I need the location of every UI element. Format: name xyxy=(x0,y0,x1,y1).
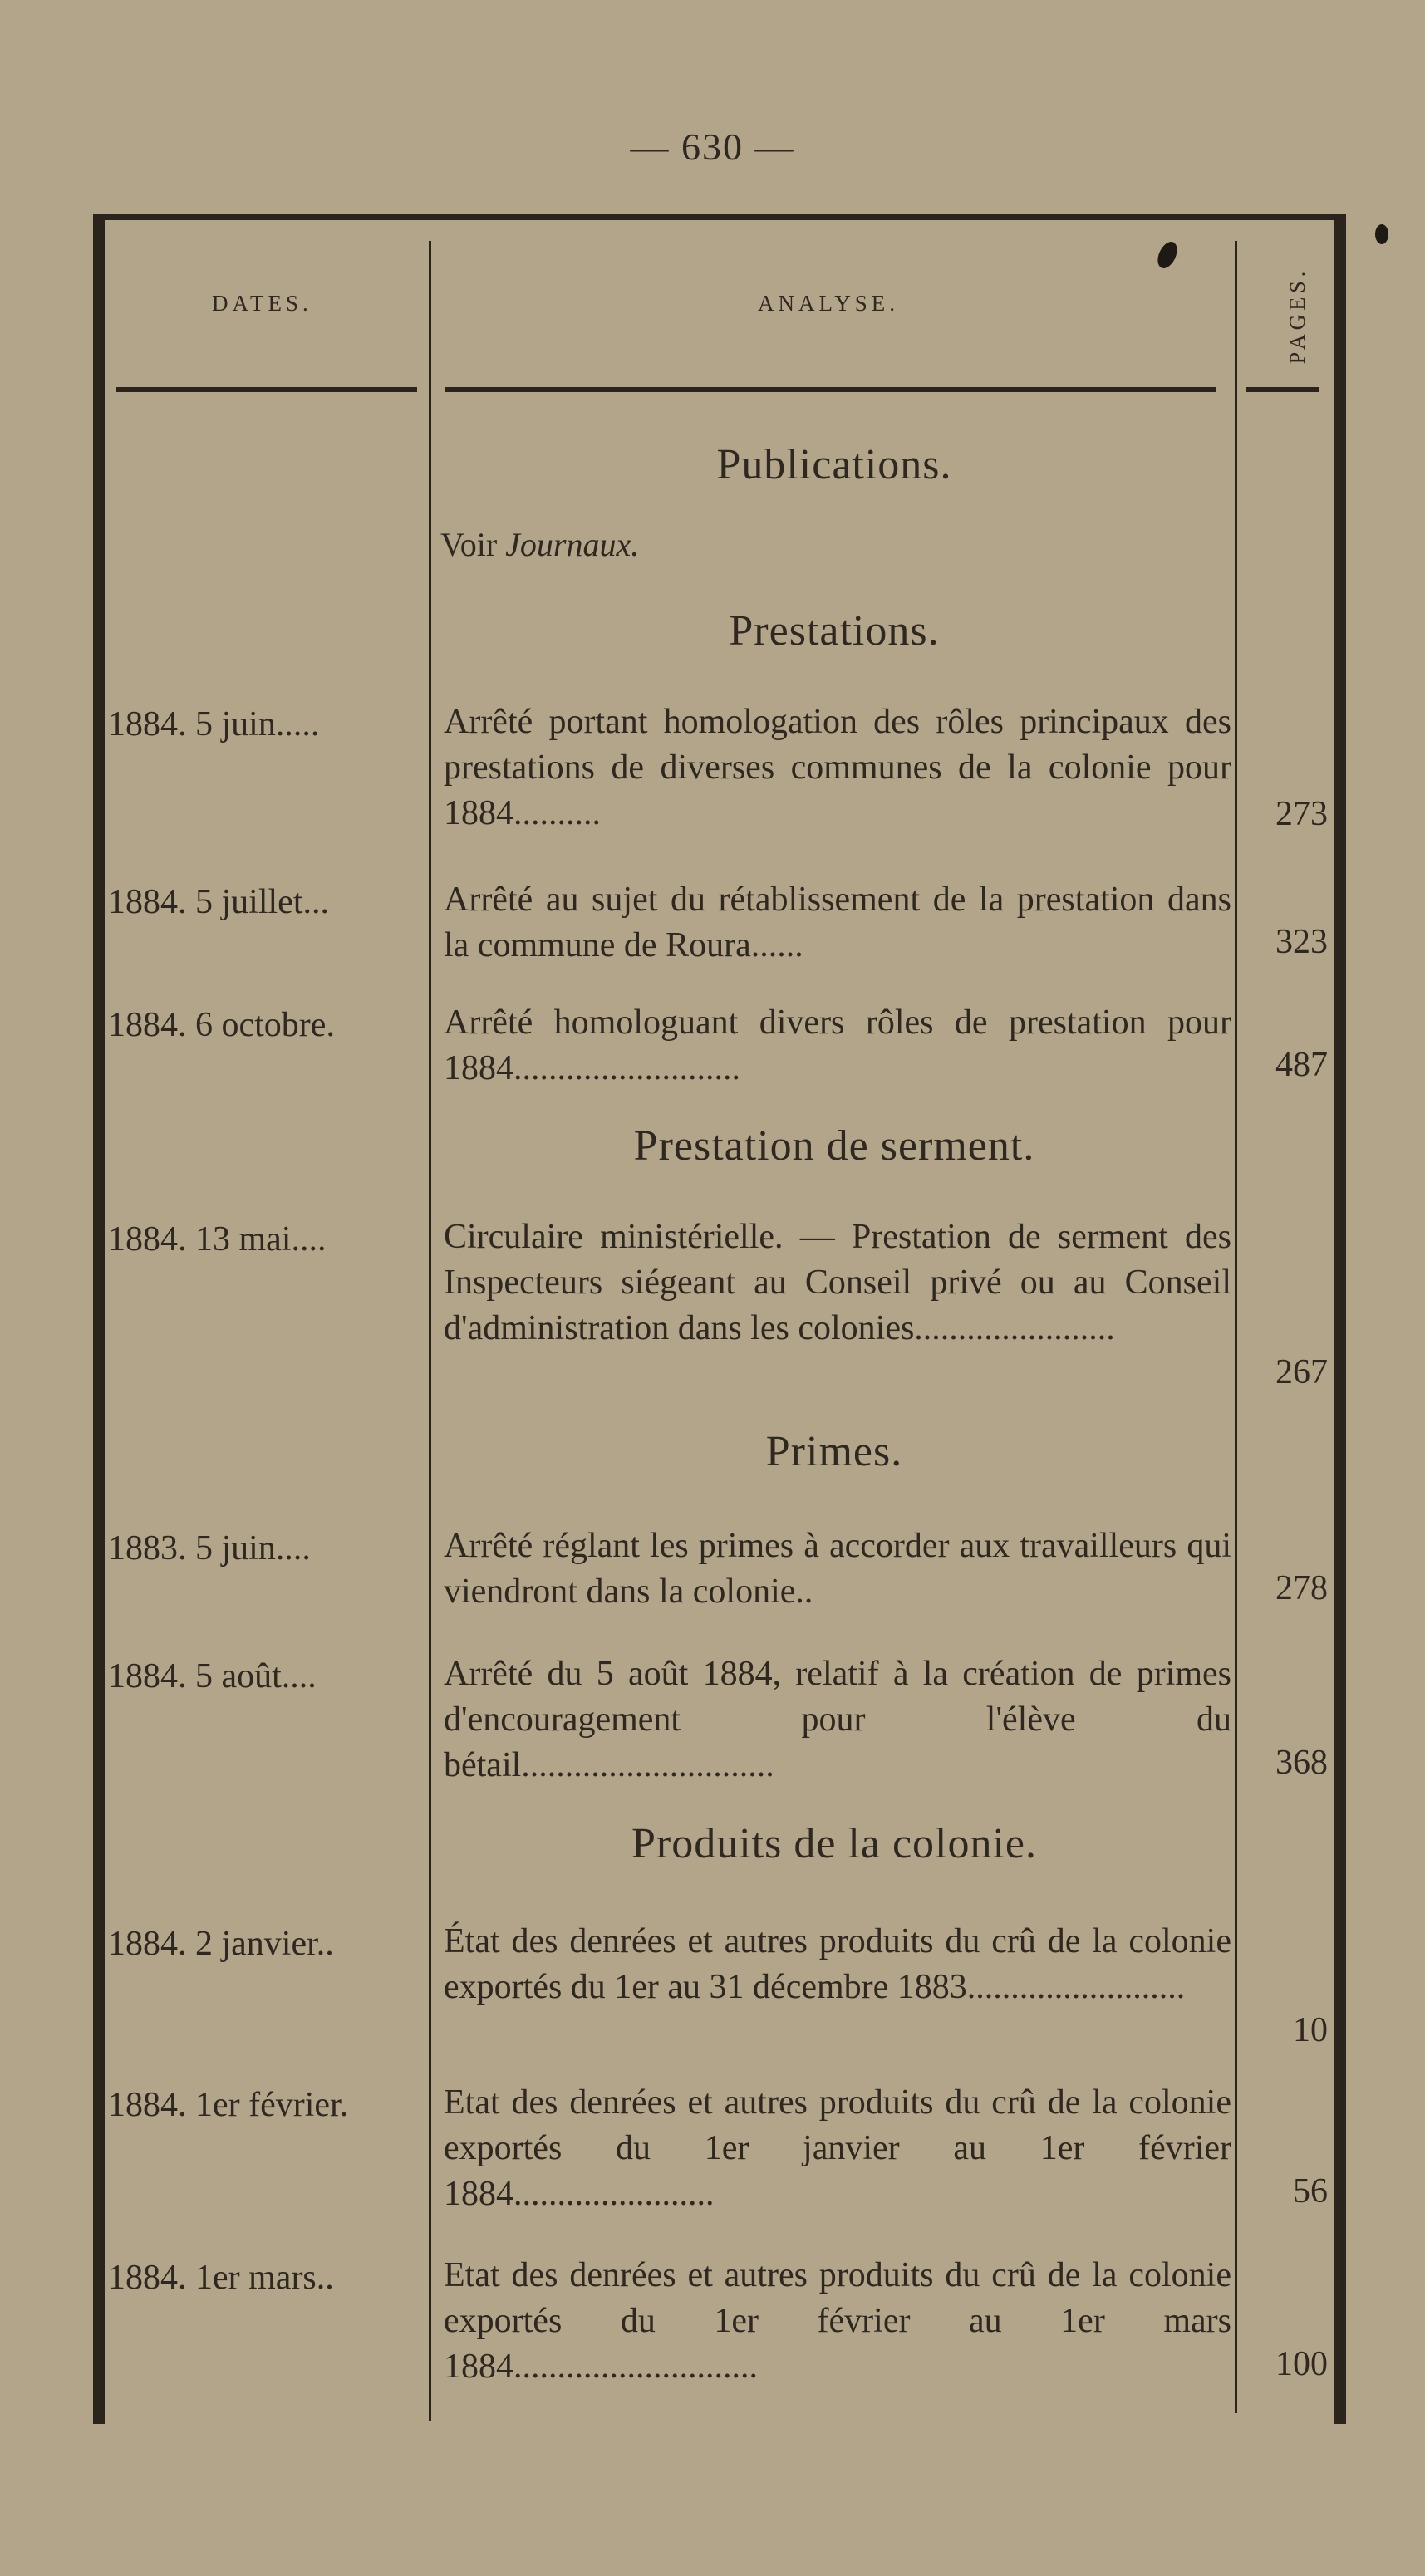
entry-analysis: Arrêté homologuant divers rôles de prestation pour 1884.......................... xyxy=(444,1003,1231,1087)
entry-analysis: Arrêté portant homologation des rôles principaux des prestations de diverses communes de la colonie pour 1884.......... xyxy=(444,703,1231,832)
entry-page: 487 xyxy=(1275,1046,1328,1084)
section-title: Prestation de serment. xyxy=(633,1122,1035,1170)
entry-analysis: Etat des denrées et autres produits du crû de la colonie exportés du 1er février au 1er mars 1884............................ xyxy=(444,2256,1231,2386)
page-number: — 630 — xyxy=(630,125,795,168)
entry-date: 1884. 5 août.... xyxy=(108,1657,317,1695)
see-reference: Voir Journaux. xyxy=(440,526,640,563)
entry-page: 278 xyxy=(1275,1569,1328,1607)
ink-blot xyxy=(1375,224,1388,244)
entry-page: 323 xyxy=(1275,923,1328,961)
header-underline-pages xyxy=(1246,387,1319,392)
entry-analysis: Arrêté au sujet du rétablissement de la prestation dans la commune de Roura...... xyxy=(444,881,1231,964)
entry-date: 1883. 5 juin.... xyxy=(108,1529,311,1568)
entry-page: 368 xyxy=(1275,1744,1328,1782)
top-rule xyxy=(93,214,1346,220)
entry-analysis: État des denrées et autres produits du crû de la colonie exportés du 1er au 31 décembre 1883......................... xyxy=(444,1922,1231,2006)
right-border xyxy=(1334,214,1346,2424)
entry-page: 267 xyxy=(1275,1353,1328,1391)
entry-page: 273 xyxy=(1275,795,1328,833)
entry-date: 1884. 6 octobre. xyxy=(108,1006,335,1044)
entry-analysis: Arrêté réglant les primes à accorder aux travailleurs qui viendront dans la colonie.. xyxy=(444,1527,1231,1611)
header-underline-analyse xyxy=(445,387,1216,392)
header-pages: PAGES. xyxy=(1285,267,1310,365)
entry-date: 1884. 1er février. xyxy=(108,2086,349,2124)
entry-date: 1884. 2 janvier.. xyxy=(108,1925,334,1963)
entry-date: 1884. 13 mai.... xyxy=(108,1220,327,1259)
entry-date: 1884. 1er mars.. xyxy=(108,2259,334,2297)
header-analyse: ANALYSE. xyxy=(758,291,900,316)
left-border xyxy=(93,214,105,2424)
entry-date: 1884. 5 juin..... xyxy=(108,705,320,743)
entry-date: 1884. 5 juillet... xyxy=(108,883,329,921)
entry-analysis: Circulaire ministérielle. — Prestation de serment des Inspecteurs siégeant au Conseil privé ou au Conseil d'administration dans les colonies....................... xyxy=(444,1218,1231,1347)
ink-blot xyxy=(1154,238,1181,271)
entry-page: 100 xyxy=(1275,2345,1328,2383)
section-title: Publications. xyxy=(716,441,952,488)
header-dates: DATES. xyxy=(212,291,312,316)
section-title: Produits de la colonie. xyxy=(631,1820,1038,1867)
entry-analysis: Etat des denrées et autres produits du crû de la colonie exportés du 1er janvier au 1er février 1884....................... xyxy=(444,2083,1231,2213)
entry-page: 10 xyxy=(1293,2011,1328,2049)
section-title: Primes. xyxy=(765,1428,903,1475)
header-underline-dates xyxy=(116,387,417,392)
entry-page: 56 xyxy=(1293,2172,1328,2210)
col-separator-pages xyxy=(1235,241,1237,2413)
entry-analysis: Arrêté du 5 août 1884, relatif à la création de primes d'encouragement pour l'élève du bétail............................. xyxy=(444,1655,1231,1784)
section-title: Prestations. xyxy=(729,607,940,655)
